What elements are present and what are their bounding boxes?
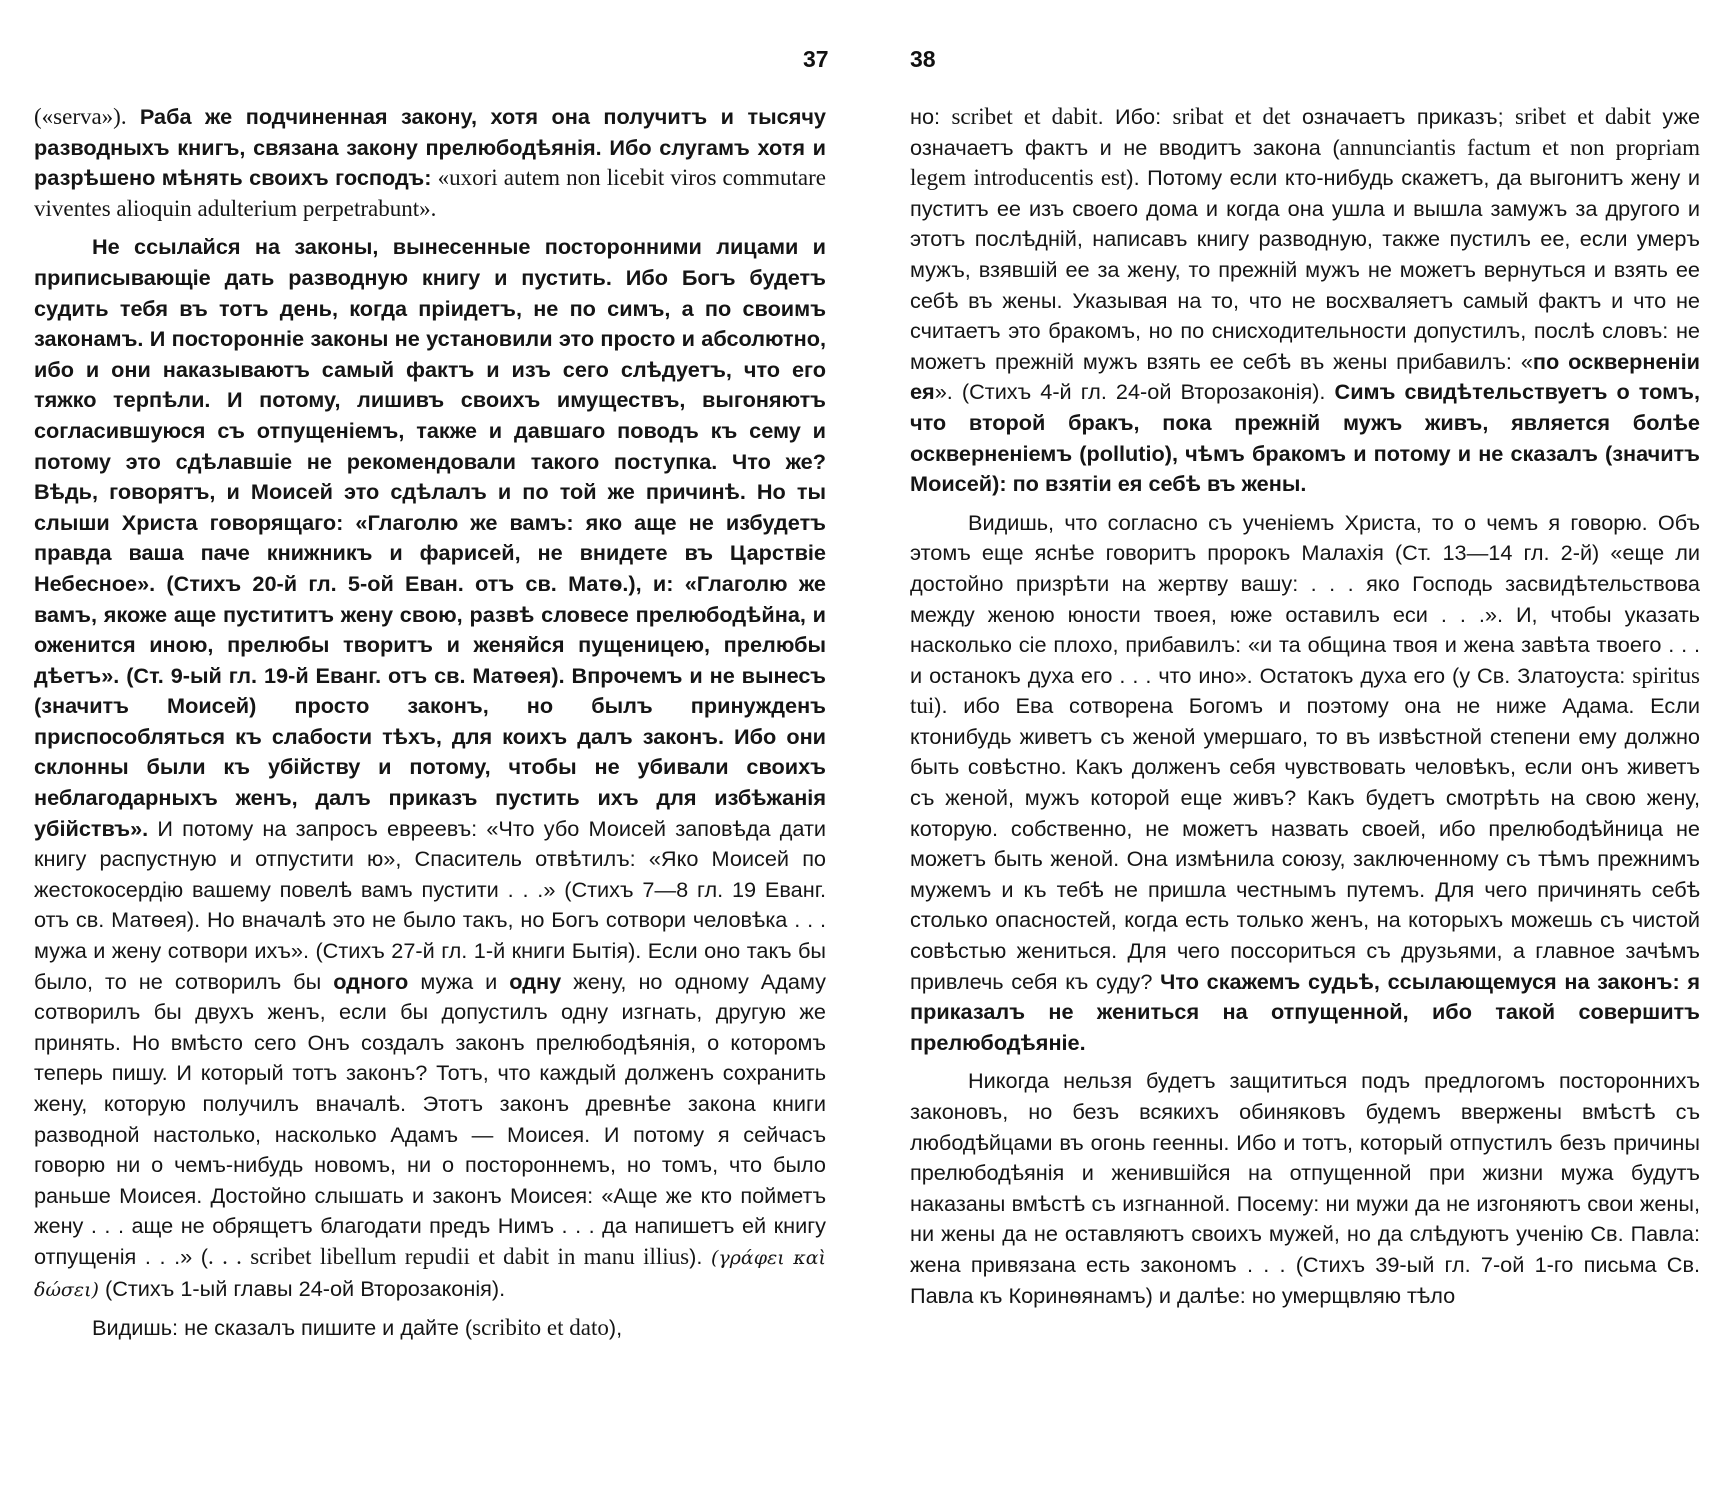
text-run: И потому на запросъ евреевъ: «Что убо Моисей заповѣда дати книгу распустную и отпустити ю», Спаситель отвѣтилъ: «Яко Моисей по жестокосердію вашему повелѣ вамъ пустити . . .» (Стихъ 7—8 гл. 19 Еванг. отъ св. Матѳея). Но вначалѣ это не было такъ, но Богъ сотвори человѣка . . . мужа и жену сотвори ихъ». (Стихъ 27-й гл. 1-й книги Бытія). Если оно такъ бы было, то не сотворилъ бы bbox=[34, 815, 826, 994]
text-run: ». (Стихъ 4-й гл. 24-ой Второзаконія). bbox=[934, 379, 1335, 405]
text-run: по оскверненіи ея bbox=[910, 348, 1700, 405]
text-run: жену, но одному Адаму сотворилъ бы двухъ женъ, если бы допустилъ одну изгнать, другую же принять. Но вмѣсто сего Онъ создалъ законъ прелюбодѣянія, о которомъ теперь пишу. И который тотъ законъ? Тотъ, что каждый долженъ сохранить жену, которую получилъ вначалѣ. Этотъ законъ древнѣе закона книги разводной настолько, насколько Адамъ — Моисея. И потому я сейчасъ говорю ни о чемъ-нибудь новомъ, ни о постороннемъ, но томъ, что было раньше Моисея. Достойно слышать и законъ Моисея: «Аще же кто пойметъ жену . . . аще не обрящетъ благодати предъ Нимъ . . . да напишетъ ей книгу отпущенія . . .» ( bbox=[34, 968, 826, 1269]
left-page bbox=[34, 102, 826, 1344]
text-run: Раба же подчиненная закону, хотя она получитъ и тысячу разводныхъ книгъ, связана закону прелюбодѣянія. Ибо слугамъ хотя и разрѣшено мѣнять своихъ господъ: bbox=[34, 104, 826, 191]
page-number-left: 37 bbox=[803, 46, 829, 72]
text-run: означаетъ приказъ; bbox=[1290, 104, 1516, 129]
text-run: Что скажемъ судьѣ, ссылающемуся на законъ: я приказалъ не жениться на отпущенной, ибо такой совершитъ прелюбодѣяніе. bbox=[910, 968, 1701, 1055]
text-run: но: bbox=[910, 104, 952, 129]
text-run: мужа и bbox=[408, 968, 510, 994]
text-run: Видишь, что согласно съ ученіемъ Христа, то о чемъ я говорю. Объ этомъ еще яснѣе говоритъ пророкъ Малахія (Ст. 13—14 гл. 2-й) «еще ли достойно призрѣти на жертву вашу: . . . яко Господь засвидѣтельствова между женою юности твоея, юже оставилъ еси . . .». И, чтобы указать насколько сіе плохо, прибавилъ: «и та община твоя и жена завѣта твоего . . . и останокъ духа его . . . что ино». Остатокъ духа его (у Св. Златоуста: bbox=[910, 509, 1700, 688]
text-run: Видишь: не сказалъ пишите и дайте ( bbox=[92, 1315, 473, 1341]
right-paragraph bbox=[910, 508, 1700, 1059]
text-run: «uxori autem non licebit viros commutare viventes alioquin adulterium perpetrabunt». bbox=[34, 165, 826, 221]
text-run: . Ибо: bbox=[1097, 104, 1173, 129]
left-paragraph bbox=[34, 1313, 826, 1344]
text-run: scribet et dabit bbox=[951, 104, 1098, 129]
text-run: annunciantis factum et non propriam legem introducentis est bbox=[910, 134, 1700, 191]
text-run: ). Потому если кто-нибудь скажетъ, да выгонитъ жену и пуститъ ее изъ своего дома и когда она ушла и вышла замужъ за другого и этотъ послѣдній, написавъ книгу разводную, также пустилъ ее, если умеръ мужъ, взявшій ее за жену, то прежній мужъ не можетъ вернуться и взять ее себѣ въ жены. Указывая на то, что не восхваляетъ самый фактъ и что не считаетъ это бракомъ, но по снисходительности допустилъ, послѣ словъ: не можетъ прежній мужъ взять ее себѣ въ жены прибавилъ: « bbox=[910, 165, 1700, 374]
left-paragraph bbox=[34, 232, 826, 1305]
text-run: (Стихъ 1-ый главы 24-ой Второзаконія). bbox=[98, 1275, 506, 1301]
text-run: (γράφει καὶ δώσει) bbox=[34, 1246, 826, 1301]
text-run: spiritus tui bbox=[910, 662, 1700, 719]
right-page bbox=[910, 102, 1700, 1311]
right-paragraph bbox=[910, 1066, 1700, 1311]
text-run: ). ибо Ева сотворена Богомъ и поэтому она не ниже Адама. Если ктонибудь живетъ съ женой умершаго, то въ извѣстной степени ему должно быть совѣстно. Какъ долженъ себя чувствовать человѣкъ, если онъ живетъ съ женой, мужъ которой еще живъ? Какъ будетъ смотрѣть на свою жену, которую. собственно, не можетъ назвать своей, ибо прелюбодѣйница не можетъ быть женой. Она измѣнила союзу, заключенному съ тѣмъ прежнимъ мужемъ и къ тебѣ не пришла честнымъ путемъ. Для чего причинять себѣ столько опасностей, когда есть только женъ, на которыхъ можешь съ чистой совѣстью жениться. Для чего поссориться съ друзьями, а главное зачѣмъ привлечь себя къ суду? bbox=[910, 693, 1700, 994]
text-run: одну bbox=[509, 968, 562, 994]
text-run: Симъ свидѣтельствуетъ о томъ, что второй бракъ, пока прежній мужъ живъ, является болѣе оскверненіемъ (pollutio), чѣмъ бракомъ и потому и не сказалъ (значитъ Моисей): по взятіи ея себѣ въ жены. bbox=[910, 379, 1700, 497]
text-run: scribito et dato bbox=[472, 1315, 609, 1341]
text-run: Никогда нельзя будетъ защититься подъ предлогомъ постороннихъ законовъ, но безъ всякихъ обиняковъ будемъ ввержены вмѣстѣ съ любодѣйцами въ огонь геенны. Ибо и тотъ, который отпустилъ безъ причины прелюбодѣянія и женившійся на отпущенной при жизни мужа будутъ наказаны вмѣстѣ съ изгнанной. Посему: ни мужи да не изгоняютъ свои жены, ни жены да не оставляютъ своихъ мужей, но да слѣдуютъ ученію Св. Павла: жена привязана есть закономъ . . . (Стихъ 39-ый гл. 7-ой 1-го письма Св. Павла къ Коринѳянамъ) и далѣе: но умерщвляю тѣло bbox=[910, 1068, 1700, 1308]
text-run: уже означаетъ фактъ и не вводитъ закона ( bbox=[910, 104, 1701, 160]
page-number-right: 38 bbox=[910, 46, 936, 72]
text-run: . . . scribet libellum repudii et dabit in manu illius bbox=[208, 1243, 690, 1269]
text-run: sribat et det bbox=[1172, 104, 1291, 129]
text-run: Не ссылайся на законы, вынесенные посторонними лицами и приписывающіе дать разводную книгу и пустить. Ибо Богъ будетъ судить тебя въ тотъ день, когда пріидетъ, не по симъ, а по своимъ законамъ. И посторонніе законы не установили это просто и абсолютно, ибо и они наказываютъ самый фактъ и изъ сего слѣдуетъ, что его тяжко терпѣли. И потому, лишивъ своихъ имуществъ, выгоняютъ согласившуюся съ отпущеніемъ, также и давшаго поводъ къ сему и потому это сдѣлавшіе не рекомендовали такого поступка. Что же? Вѣдь, говорятъ, и Моисей это сдѣлалъ и по той же причинѣ. Но ты слыши Христа говорящаго: «Глаголю же вамъ: яко аще не избудетъ правда ваша паче книжникъ и фарисей, не внидете въ Царствіе Небесное». (Стихъ 20-й гл. 5-ой Еван. отъ св. Матѳ.), и: «Глаголю же вамъ, якоже аще пустититъ жену свою, развѣ словесе прелюбодѣйна, и оженится иною, прелюбы творитъ и женяйся пущеницею, прелюбы дѣетъ». (Ст. 9-ый гл. 19-й Еванг. отъ св. Матѳея). Впрочемъ и не вынесъ (значитъ Моисей) просто законъ, но былъ принужденъ приспособляться къ слабости тѣхъ, для коихъ далъ законъ. Ибо они склонны были къ убійству и потому, чтобы не убивали своихъ неблагодарныхъ женъ, далъ приказъ пустить ихъ для избѣжанія убійствъ». bbox=[34, 234, 826, 841]
text-run: ), bbox=[608, 1315, 623, 1341]
text-run: («serva»). bbox=[34, 104, 140, 129]
text-run: одного bbox=[333, 968, 409, 994]
left-paragraph bbox=[34, 102, 826, 224]
text-run: ). bbox=[689, 1243, 711, 1269]
right-paragraph bbox=[910, 102, 1700, 500]
text-run: sribet et dabit bbox=[1515, 104, 1651, 129]
